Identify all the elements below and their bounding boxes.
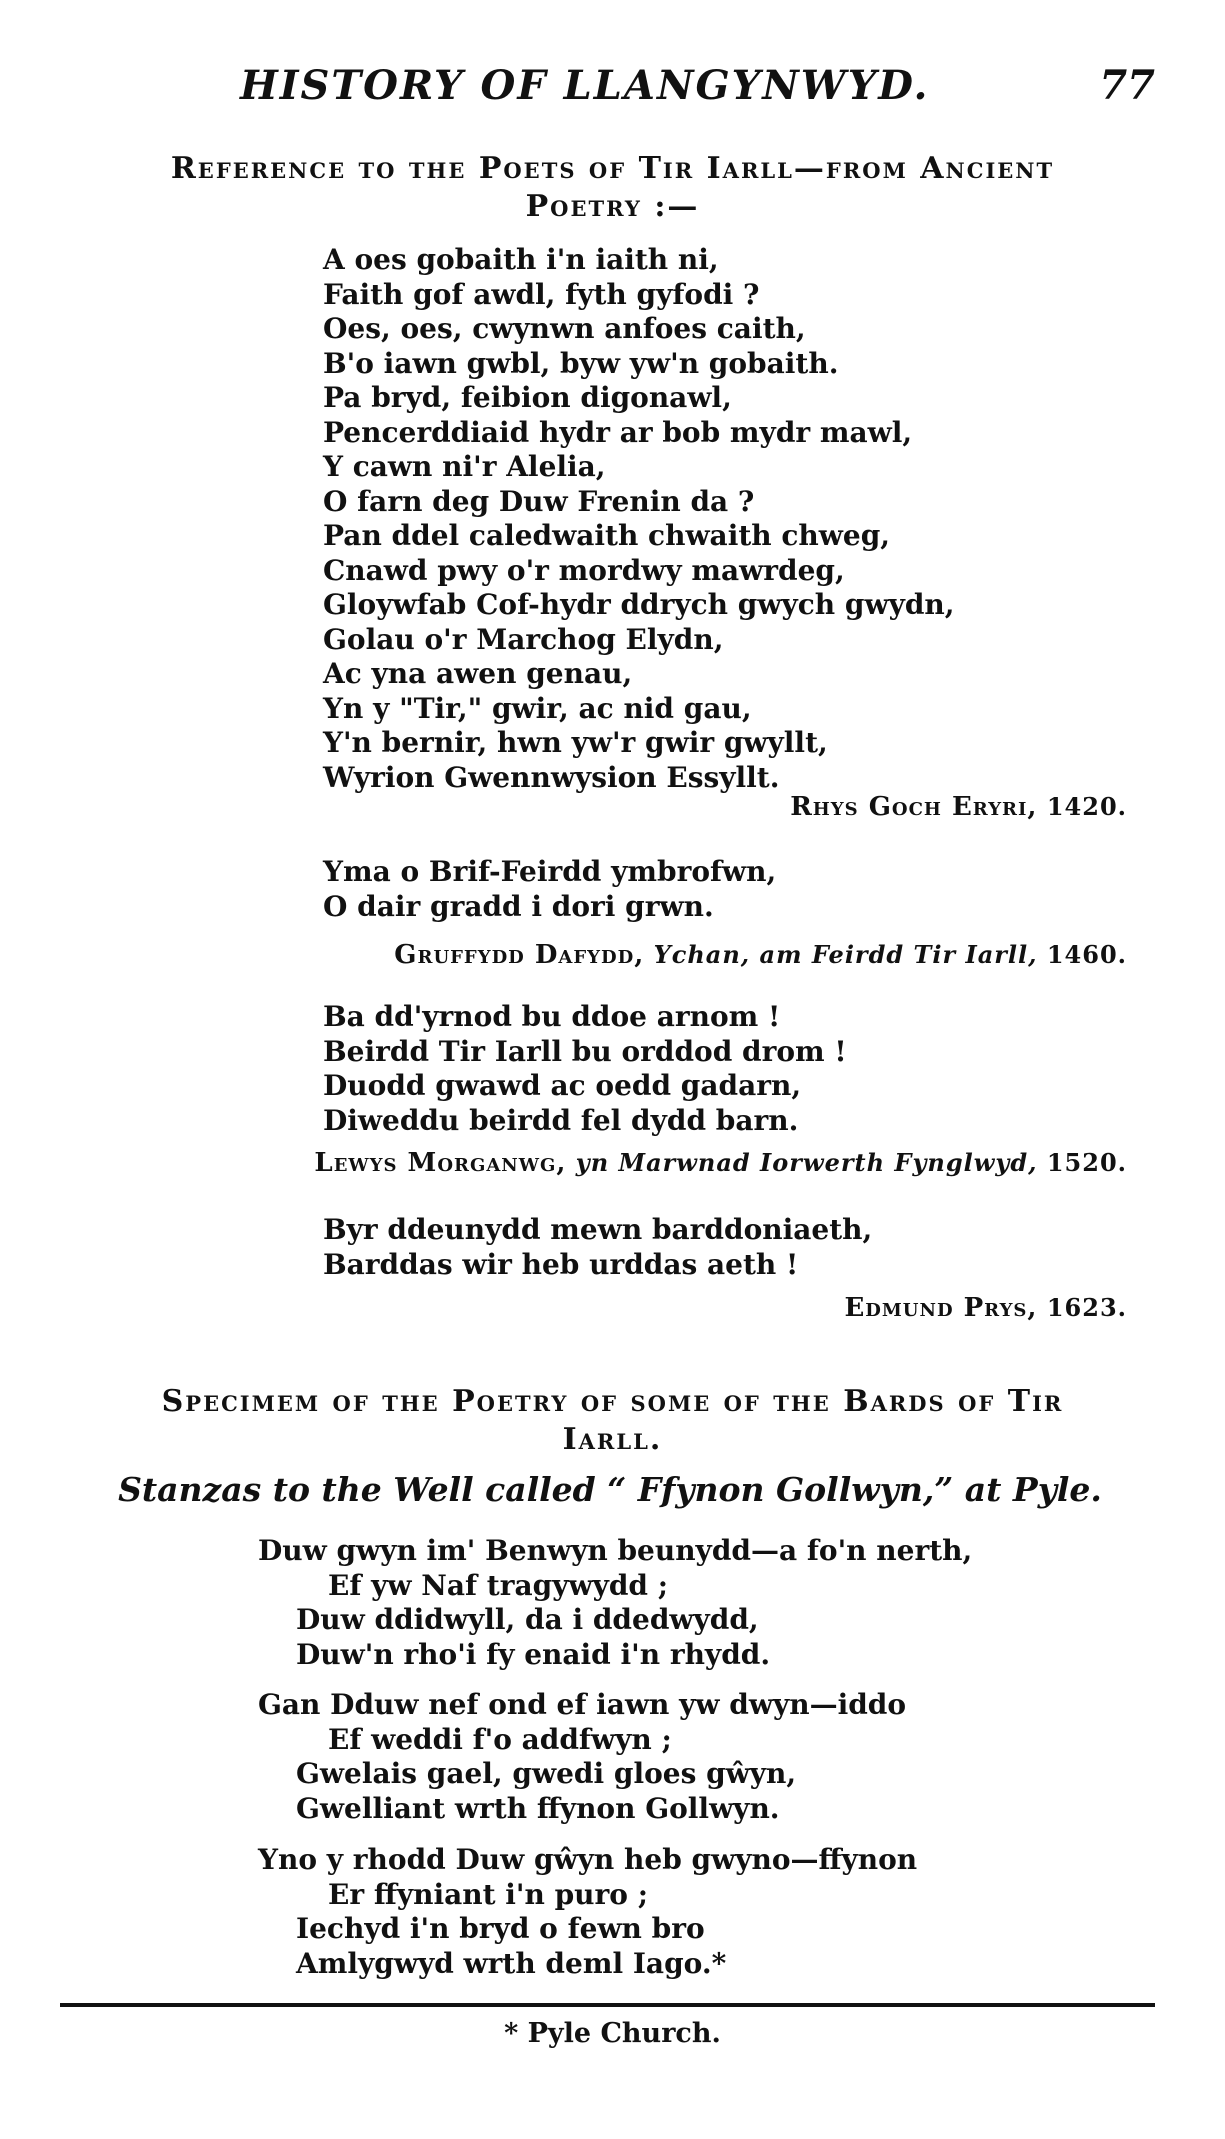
verse-line: Gan Dduw nef ond ef iawn yw dwyn—iddo (258, 1688, 907, 1721)
verse-line: Byr ddeunydd mewn barddoniaeth, (323, 1213, 873, 1246)
verse-line: Gwelais gael, gwedi gloes gŵyn, (296, 1757, 797, 1790)
stanza2-verse (258, 1688, 906, 1826)
verse-line: B'o iawn gwbl, byw yw'n gobaith. (323, 346, 839, 380)
section2-heading-line2: Iarll. (562, 1422, 663, 1457)
verse-line: A oes gobaith i'n iaith ni, (323, 243, 719, 276)
poet-name: Edmund Prys, (844, 1293, 1038, 1323)
verse-line: Yma o Brif-Feirdd ymbrofwn, (323, 855, 777, 888)
verse-line: O dair gradd i dori grwn. (323, 889, 714, 923)
verse-line: Y cawn ni'r Alelia, (323, 450, 606, 483)
poet-name: Lewys Morganwg, (314, 1148, 567, 1178)
verse-line: Y'n bernir, hwn yw'r gwir gwyllt, (323, 726, 828, 759)
poem4-attribution (844, 1293, 1127, 1323)
verse-line: Yno y rhodd Duw gŵyn heb gwyno—ffynon (258, 1843, 918, 1876)
verse-line: Diweddu beirdd fel dydd barn. (323, 1103, 799, 1137)
verse-line: Duw'n rho'i fy enaid i'n rhydd. (296, 1637, 771, 1671)
verse-line: Gwelliant wrth ffynon Gollwyn. (296, 1791, 780, 1825)
poem-year: 1520. (1046, 1148, 1127, 1177)
verse-line: Wyrion Gwennwysion Essyllt. (323, 760, 780, 794)
verse-line: Ba dd'yrnod bu ddoe arnom ! (323, 1000, 781, 1033)
verse-line: Yn y "Tir," gwir, ac nid gau, (323, 691, 752, 725)
verse-line: Amlygwyd wrth deml Iago.* (296, 1946, 727, 1980)
verse-line: Cnawd pwy o'r mordwy mawrdeg, (323, 553, 845, 587)
verse-line: Iechyd i'n bryd o fewn bro (296, 1912, 705, 1945)
section1-heading (40, 150, 1185, 226)
verse-line: Duw gwyn im' Benwyn beunydd—a fo'n nerth, (258, 1534, 973, 1567)
verse-line: Pan ddel caledwaith chwaith chweg, (323, 519, 891, 552)
poet-name: Rhys Goch Eryri, (790, 792, 1038, 822)
footnote-rule (60, 2003, 1155, 2007)
verse-line: O farn deg Duw Frenin da ? (323, 484, 755, 518)
section2-heading-line1: Specimem of the Poetry of some of the Bards of Tir (161, 1384, 1064, 1419)
verse-line: Ef yw Naf tragywydd ; (328, 1568, 669, 1602)
page-number: 77 (1099, 62, 1155, 109)
running-head (0, 62, 1225, 112)
poem1-attribution (790, 792, 1127, 822)
poem3-attribution (314, 1148, 1127, 1178)
verse-line: Golau o'r Marchog Elydn, (323, 622, 724, 656)
poem2-attribution (394, 940, 1127, 970)
verse-line: Er ffyniant i'n puro ; (328, 1877, 649, 1911)
poem1-verse (323, 243, 955, 795)
verse-line: Gloywfab Cof-hydr ddrych gwych gwydn, (323, 588, 955, 621)
verse-line: Barddas wir heb urddas aeth ! (323, 1247, 799, 1281)
verse-line: Duodd gwawd ac oedd gadarn, (323, 1069, 802, 1102)
verse-line: Ac yna awen genau, (323, 657, 633, 690)
verse-line: Pa bryd, feibion digonawl, (323, 381, 732, 414)
poem-work: yn Marwnad Iorwerth Fynglwyd, (575, 1148, 1038, 1177)
running-title: HISTORY OF LLANGYNWYD. (240, 62, 930, 109)
poem-work: Ychan, am Feirdd Tir Iarll, (653, 940, 1038, 969)
section2-heading (40, 1383, 1185, 1459)
poem-year: 1623. (1046, 1293, 1127, 1322)
verse-line: Pencerddiaid hydr ar bob mydr mawl, (323, 415, 913, 449)
footnote: * Pyle Church. (504, 2018, 721, 2049)
stanza3-verse (258, 1843, 917, 1981)
poem3-verse (323, 1000, 847, 1138)
verse-line: Oes, oes, cwynwn anfoes caith, (323, 312, 806, 345)
stanza1-verse (258, 1534, 972, 1672)
section1-heading-line1: Reference to the Poets of Tir Iarll—from Ancient (170, 151, 1055, 186)
poem-year: 1420. (1046, 792, 1127, 821)
verse-line: Faith gof awdl, fyth gyfodi ? (323, 277, 760, 311)
poem-year: 1460. (1046, 940, 1127, 969)
poet-name: Gruffydd Dafydd, (394, 940, 645, 970)
verse-line: Duw ddidwyll, da i ddedwydd, (296, 1603, 759, 1636)
section1-heading-line2: Poetry :— (525, 189, 700, 224)
poem2-verse (323, 855, 776, 924)
section2-subheading: Stanzas to the Well called “ Ffynon Gollwyn,” at Pyle. (118, 1470, 1102, 1509)
verse-line: Beirdd Tir Iarll bu orddod drom ! (323, 1034, 847, 1068)
poem4-verse (323, 1213, 872, 1282)
verse-line: Ef weddi f'o addfwyn ; (328, 1722, 672, 1756)
